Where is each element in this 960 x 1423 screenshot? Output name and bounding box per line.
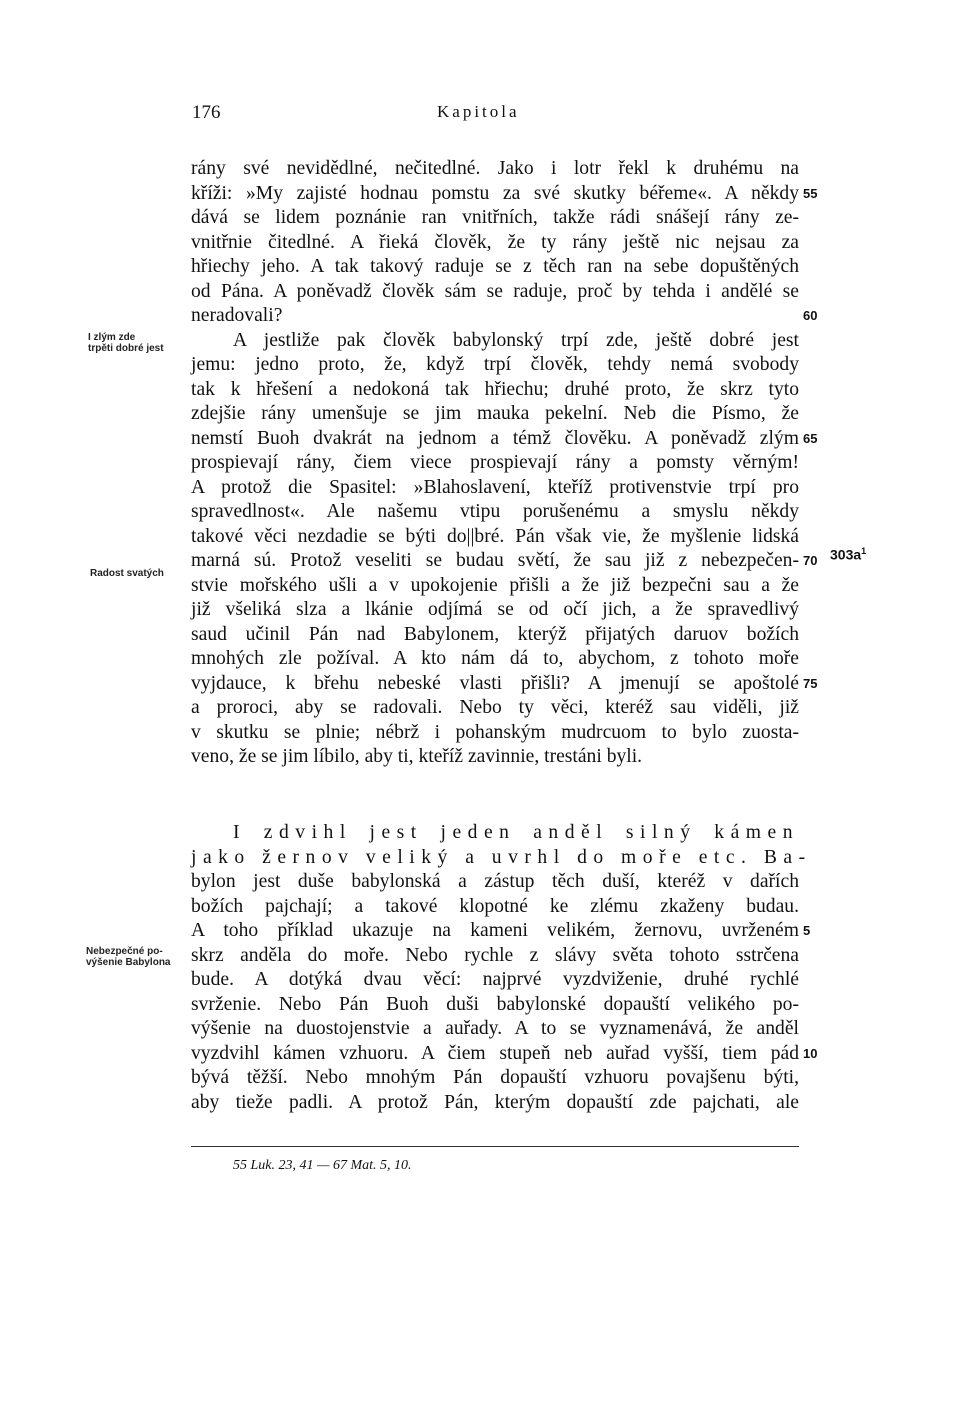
text-line: aby tieže padli. A protož Pán, kterým dopauští zde pajchati, ale — [191, 1091, 799, 1113]
text-line: již všeliká slza a lkánie odjímá se od očí jich, a že spravedlivý — [191, 599, 799, 620]
side-note — [86, 946, 170, 968]
side-note-line: Radost svatých — [90, 568, 164, 579]
folio-reference: $303a^1$ — [830, 546, 867, 563]
line-number: 55 — [803, 185, 818, 201]
line-number: 75 — [803, 675, 818, 691]
text-line: saud učinil Pán nad Babylonem, kterýž přijatých daruov božích — [191, 623, 799, 645]
text-line: hřiechy jeho. A tak takový raduje se z těch ran na sebe dopuštěných — [191, 256, 799, 277]
text-line: stvie mořského ušli a v upokojenie přišli a že již bezpečni sau a že — [191, 574, 799, 596]
side-note — [90, 568, 164, 579]
text-line: I zdvihl jest jeden anděl silný kámen — [233, 822, 799, 843]
side-note-line: trpěti dobré jest — [88, 343, 164, 354]
text-line: tak k hřešení a nedokoná tak hřiechu; druhé proto, že skrz tyto — [191, 378, 799, 400]
text-line: rány své nevidědlné, nečitedlné. Jako i lotr řekl k druhému na — [191, 158, 799, 179]
text-line: vyzdvihl kámen vzhuoru. A čiem stupeň neb auřad vyšší, tiem pád — [191, 1042, 799, 1064]
text-line: mnohých zle požíval. A kto nám dá to, abychom, z tohoto moře — [191, 648, 799, 669]
side-note — [88, 332, 164, 354]
text-line: svrženie. Nebo Pán Buoh duši babylonské dopauští velikého po- — [191, 993, 799, 1015]
text-line: veno, že se jim líbilo, aby ti, kteříž zavinnie, trestáni byli. — [191, 746, 643, 767]
line-number: 5 — [803, 923, 811, 938]
line-number: 65 — [803, 430, 818, 446]
text-line: spravedlnost«. Ale našemu vtipu porušenému a smyslu někdy — [191, 501, 799, 522]
text-line: kříži: »My zajisté hodnau pomstu za své skutky béřeme«. A někdy — [191, 182, 799, 204]
text-line: marná sú. Protož veseliti se budau světí, že sau již z nebezpečen- — [191, 550, 799, 571]
line-number: 70 — [803, 553, 818, 568]
text-line: od Pána. A poněvadž člověk sám se raduje, proč by tehda i andělé se — [191, 280, 799, 302]
text-line: jako žernov veliký a uvrhl do moře etc. Ba- — [191, 846, 812, 868]
text-line: A protož die Spasitel: »Blahoslavení, kteříž protivenstvie trpí pro — [191, 476, 799, 498]
side-note-line: výšenie Babylona — [86, 957, 171, 968]
text-line: prospievají rány, čiem viece prospievají rány a pomsty věrným! — [191, 452, 799, 473]
text-line: takové věci nezdadie se býti do||bré. Pán však vie, že myšlenie lidská — [191, 525, 799, 547]
text-line: vyjdauce, k břehu nebeské vlasti přišli? A jmenují se apoštolé — [191, 672, 799, 694]
side-note-line: I zlým zde — [88, 332, 136, 343]
side-note-line: Nebezpečné po- — [86, 946, 163, 957]
text-line: neradovali? — [191, 305, 283, 326]
line-number: 60 — [803, 308, 818, 323]
text-line: dává se lidem poznánie ran vnitřních, takže rádi snášejí rány ze- — [191, 207, 799, 228]
text-line: skrz anděla do moře. Nebo rychle z slávy světa tohoto sstrčena — [191, 944, 799, 966]
text-line: nemstí Buoh dvakrát na jednom a témž člověku. A poněvadž zlým — [191, 427, 799, 449]
footnote-rule — [191, 1146, 799, 1147]
text-line: vnitřnie čitedlné. A řieká člověk, že ty rány ještě nic nejsau za — [191, 231, 799, 253]
text-line: bylon jest duše babylonská a zástup těch duší, kteréž v dařích — [191, 871, 799, 892]
text-line: A jestliže pak člověk babylonský trpí zde, ještě dobré jest — [233, 329, 799, 351]
text-line: výšenie na duostojenstvie a auřady. A to se vyznamenává, že anděl — [191, 1018, 799, 1039]
line-number: 10 — [803, 1045, 818, 1061]
text-line: a proroci, aby se radovali. Nebo ty věci, kteréž sau viděli, již — [191, 697, 799, 718]
running-title: Kapitola — [437, 102, 520, 121]
footnote: 55 Luk. 23, 41 — 67 Mat. 5, 10. — [233, 1158, 412, 1173]
text-line: zdejšie rány umenšuje se jim mauka pekelní. Neb die Písmo, že — [191, 403, 799, 424]
text-line: v skutku se plnie; nébrž i pohanským mudrcuom to bylo zuosta- — [191, 721, 799, 743]
text-line: božích pajchají; a takové klopotné ke zlému zkaženy budau. — [191, 895, 799, 917]
page-number: 176 — [192, 102, 221, 123]
text-line: bývá těžší. Nebo mnohým Pán dopauští vzhuoru povajšenu býti, — [191, 1067, 799, 1088]
text-line: jemu: jedno proto, že, když trpí člověk, tehdy nemá svobody — [191, 354, 799, 375]
text-line: A toho příklad ukazuje na kameni velikém, žernovu, uvrženém — [191, 920, 799, 941]
text-line: bude. A dotýká dvau věcí: najprvé vyzdviženie, druhé rychlé — [191, 969, 799, 990]
